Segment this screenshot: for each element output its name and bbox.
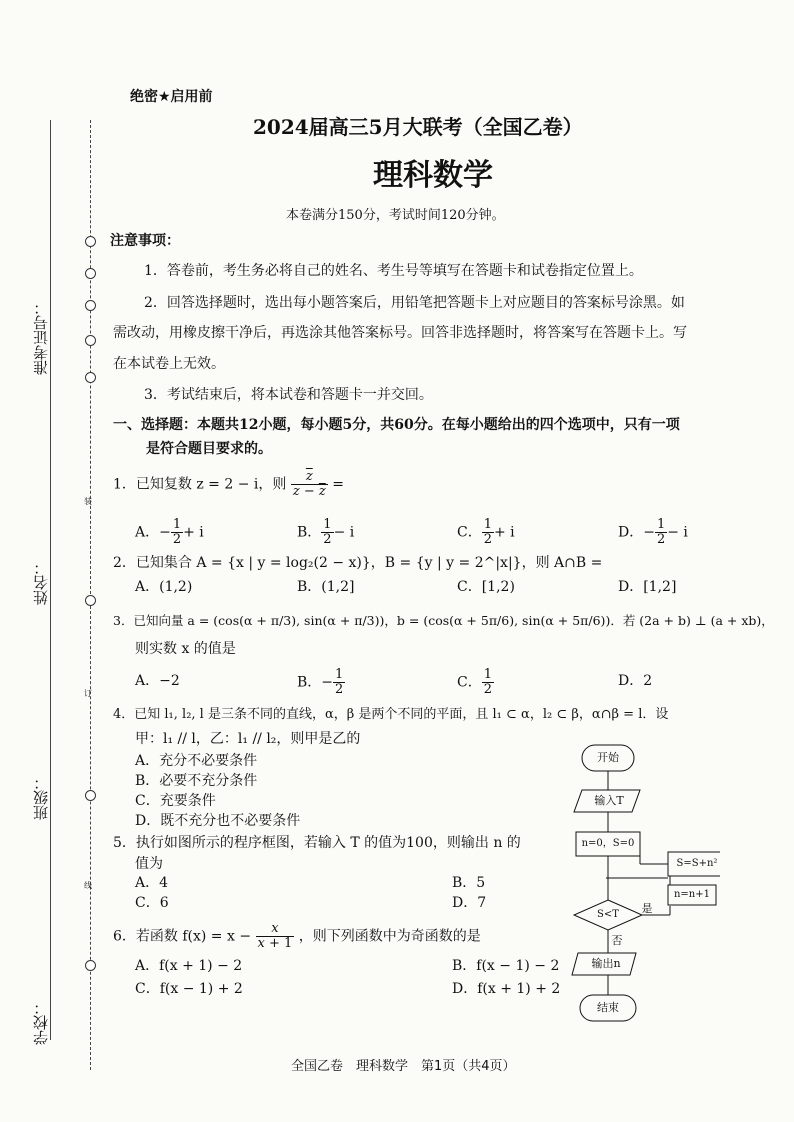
page-footer: 全国乙卷 理科数学 第1页（共4页） bbox=[291, 1059, 516, 1074]
q3-option-a[interactable]: A．−2 bbox=[135, 673, 180, 689]
q5-option-a[interactable]: A．4 bbox=[135, 875, 169, 891]
side-label-exam-id: 准考证号： bbox=[32, 300, 50, 375]
flowchart-update-s: S=S+n² bbox=[676, 858, 718, 869]
q2-option-c[interactable]: C．[1,2) bbox=[457, 579, 515, 595]
binding-mark-ding: 订 bbox=[84, 689, 92, 698]
notice-heading: 注意事项： bbox=[110, 233, 180, 249]
q6-option-c[interactable]: C．f(x − 1) + 2 bbox=[135, 981, 243, 997]
flowchart-init: n=0，S=0 bbox=[581, 838, 635, 849]
binding-hole bbox=[85, 960, 96, 971]
binding-hole bbox=[85, 335, 96, 346]
q6-fraction: $\frac{x}{x + 1}$ bbox=[257, 921, 293, 951]
q4-stem: 4．已知 l₁, l₂, l 是三条不同的直线，α，β 是两个不同的平面，且 l₁ ⊂ α，l₂ ⊂ β，α∩β = l．设 bbox=[113, 707, 669, 722]
q4-option-a[interactable]: A．充分不必要条件 bbox=[135, 753, 258, 769]
q6-option-b[interactable]: B．f(x − 1) − 2 bbox=[452, 958, 560, 974]
binding-hole bbox=[85, 268, 96, 279]
notice-item-1: 1．答卷前，考生务必将自己的姓名、考生号等填写在答题卡和试卷指定位置上。 bbox=[144, 263, 643, 279]
q6-option-a[interactable]: A．f(x + 1) − 2 bbox=[135, 958, 243, 974]
flowchart-input: 输入T bbox=[594, 794, 624, 807]
q3-option-d[interactable]: D．2 bbox=[618, 673, 653, 689]
notice-item-2-cont: 需改动，用橡皮擦干净后，再选涂其他答案标号。回答非选择题时，将答案写在答题卡上。写 bbox=[113, 325, 687, 341]
side-label-name: 姓名： bbox=[32, 560, 50, 605]
q1-stem bbox=[113, 470, 344, 499]
exam-info: 本卷满分150分，考试时间120分钟。 bbox=[286, 208, 505, 223]
flowchart-update-n: n=n+1 bbox=[673, 889, 710, 900]
notice-item-3: 3．考试结束后，将本试卷和答题卡一并交回。 bbox=[144, 387, 433, 403]
q1-equals: = bbox=[332, 476, 344, 493]
binding-mark-zhuang: 装 bbox=[84, 497, 92, 506]
binding-mark-xian: 线 bbox=[84, 881, 92, 890]
q4-option-d[interactable]: D．既不充分也不必要条件 bbox=[135, 813, 301, 829]
secret-mark: 绝密★启用前 bbox=[130, 89, 213, 105]
q2-option-d[interactable]: D．[1,2] bbox=[618, 579, 677, 595]
q3-stem-cont: 则实数 x 的值是 bbox=[135, 641, 236, 657]
exam-title: 2024届高三5月大联考（全国乙卷） bbox=[253, 115, 583, 139]
q5-option-b[interactable]: B．5 bbox=[452, 875, 486, 891]
q5-option-d[interactable]: D．7 bbox=[452, 895, 487, 911]
q1-option-b[interactable]: B． $\frac{1}{2}$ − i bbox=[297, 517, 355, 547]
q6-stem-text-end: ，则下列函数中为奇函数的是 bbox=[298, 928, 481, 945]
flowchart-no: 否 bbox=[611, 934, 623, 947]
side-label-class: 班级： bbox=[32, 775, 50, 820]
q2-option-a[interactable]: A．(1,2) bbox=[135, 579, 193, 595]
binding-hole bbox=[85, 372, 96, 383]
q1-option-d[interactable]: D．− $\frac{1}{2}$ − i bbox=[618, 517, 688, 547]
q4-stem-cont: 甲：l₁ // l，乙：l₁ // l₂，则甲是乙的 bbox=[135, 731, 361, 747]
q6-option-d[interactable]: D．f(x + 1) + 2 bbox=[452, 981, 561, 997]
q3-option-b[interactable]: B．− $\frac{1}{2}$ bbox=[297, 667, 344, 697]
q4-option-b[interactable]: B．必要不充分条件 bbox=[135, 773, 258, 789]
flowchart-output: 输出n bbox=[591, 957, 621, 970]
binding-hole bbox=[85, 790, 96, 801]
q1-option-c[interactable]: C． $\frac{1}{2}$ + i bbox=[457, 517, 515, 547]
q4-option-c[interactable]: C．充要条件 bbox=[135, 793, 216, 809]
q1-fraction: $\frac{\overline{z}}{z - \overline{z}}$ bbox=[292, 469, 326, 499]
flowchart-condition: S<T bbox=[597, 909, 619, 920]
binding-hole bbox=[85, 300, 96, 311]
binding-hole bbox=[85, 595, 96, 606]
notice-item-2: 2．回答选择题时，选出每小题答案后，用铅笔把答题卡上对应题目的答案标号涂黑。如 bbox=[144, 295, 685, 311]
q1-option-a[interactable]: A．− $\frac{1}{2}$ + i bbox=[135, 517, 204, 547]
binding-hole bbox=[85, 236, 96, 247]
q6-stem-text: 6．若函数 f(x) = x − bbox=[113, 928, 252, 945]
flowchart-end: 结束 bbox=[597, 1001, 619, 1014]
section-heading: 一、选择题：本题共12小题，每小题5分，共60分。在每小题给出的四个选项中，只有一项 bbox=[113, 417, 680, 433]
q2-stem: 2．已知集合 A = {x | y = log₂(2 − x)}，B = {y | y = 2^|x|}，则 A∩B = bbox=[113, 555, 603, 571]
q5-stem-cont: 值为 bbox=[135, 856, 163, 872]
flowchart-lines bbox=[560, 740, 720, 1030]
q1-stem-text: 1．已知复数 z = 2 − i，则 bbox=[113, 476, 287, 493]
q5-option-c[interactable]: C．6 bbox=[135, 895, 169, 911]
q3-option-c[interactable]: C． $\frac{1}{2}$ bbox=[457, 667, 492, 697]
q3-stem: 3．已知向量 a = (cos(α + π/3), sin(α + π/3))，b = (cos(α + 5π/6), sin(α + 5π/6))．若 (2a + b) ⊥ (a + xb)， bbox=[113, 613, 774, 628]
subject-title: 理科数学 bbox=[373, 158, 493, 193]
flowchart-yes: 是 bbox=[641, 902, 653, 915]
section-heading-cont: 是符合题目要求的。 bbox=[146, 441, 272, 457]
flowchart-start: 开始 bbox=[597, 751, 619, 764]
q2-option-b[interactable]: B．(1,2] bbox=[297, 579, 355, 595]
notice-item-2-end: 在本试卷上无效。 bbox=[113, 356, 225, 372]
side-label-school: 学校： bbox=[32, 1000, 50, 1045]
q5-stem: 5．执行如图所示的程序框图，若输入 T 的值为100，则输出 n 的 bbox=[113, 835, 521, 851]
q6-stem bbox=[113, 922, 481, 951]
